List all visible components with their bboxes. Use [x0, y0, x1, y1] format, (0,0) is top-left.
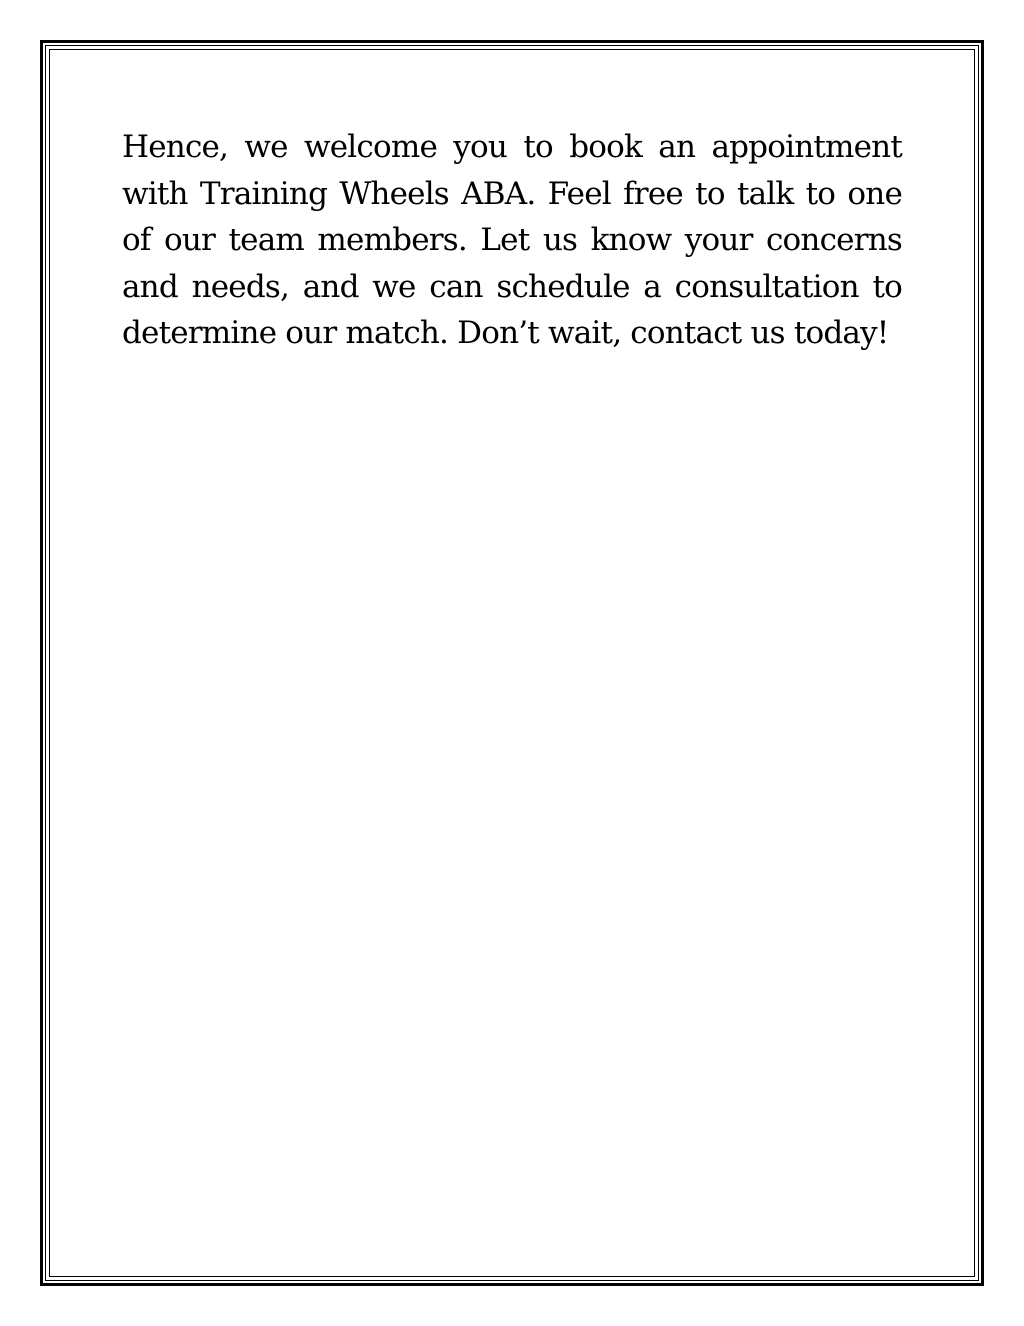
body-paragraph: Hence, we welcome you to book an appointment with Training Wheels ABA. Feel free to talk to one of our team members. Let us know your concerns and needs, and we can schedule a consultation to determine our match. Don’t wait, contact us today! — [122, 129, 902, 351]
